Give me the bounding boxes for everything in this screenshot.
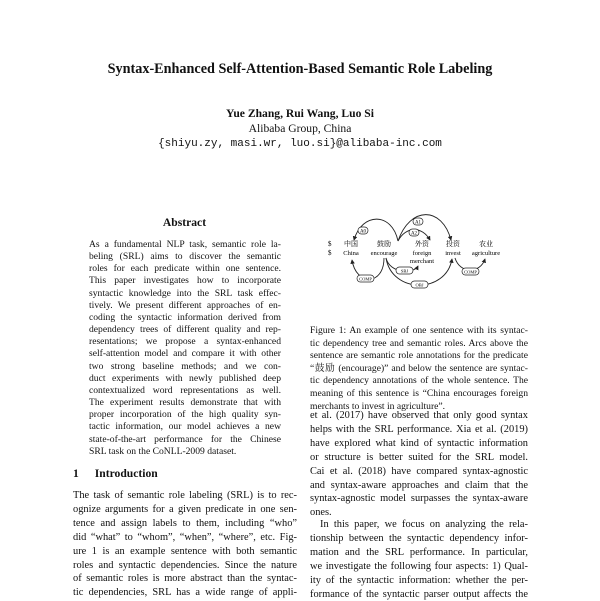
word-en: agriculture: [471, 250, 501, 257]
abstract-line: dependency trees of different quality and rep-: [89, 324, 281, 336]
abstract-line: roles for each predicate within one sentence.: [89, 263, 281, 275]
body-line: formance of the syntactic parser output affects the: [310, 588, 528, 600]
word-en-cont: merchant: [409, 258, 435, 265]
body-line: ity of the syntactic information: whether the per-: [310, 574, 528, 586]
abstract-line: coding the syntactic information derived from: [89, 311, 281, 323]
section-heading-introduction: [73, 467, 174, 480]
word-en: foreign: [412, 250, 432, 257]
abstract-line: This paper investigates how to incorporate: [89, 275, 281, 287]
caption-line: sentence are semantic role annotations for the predicate: [310, 350, 528, 362]
figure-1-diagram: [318, 208, 528, 308]
syntax-label: SBJ: [400, 268, 409, 274]
body-line: we investigate the following four aspects: 1) Qual-: [310, 560, 528, 572]
author-list: Yue Zhang, Rui Wang, Luo Si: [226, 107, 374, 120]
semantic-label: A1: [414, 220, 422, 226]
word-en: invest: [445, 250, 461, 257]
body-line: of semantic roles is more abstract than the syntac-: [73, 573, 297, 585]
semantic-arc: [398, 215, 451, 241]
body-line: have explored what kind of syntactic information: [310, 437, 528, 449]
sentence-marker: $: [328, 249, 332, 257]
abstract-line: resentations; we propose a syntax-enhanced: [89, 336, 281, 348]
body-line: or structure is better suited for the SRL model.: [310, 451, 528, 463]
abstract-line: SRL task on the CoNLL-2009 dataset.: [89, 445, 237, 457]
body-line: and syntax-aware approaches and claim that the: [310, 479, 528, 491]
body-line: ure 1 is an example sentence with both semantic: [73, 545, 297, 557]
section-title: Introduction: [94, 467, 158, 480]
body-line: The task of semantic role labeling (SRL) is to rec-: [73, 490, 297, 501]
abstract-line: duct experiments with newly published deep: [89, 372, 281, 384]
syntax-label: COMP: [464, 269, 477, 275]
body-line: Cai et al. (2018) have compared syntax-agnostic: [310, 465, 528, 477]
semantic-label: A2: [410, 231, 418, 237]
abstract-line: beling (SRL) aims to discover the semantic: [89, 251, 281, 263]
caption-line: “鼓励 (encourage)” and below the sentence are syntac-: [310, 362, 528, 374]
author-emails: {shiyu.zy, masi.wr, luo.si}@alibaba-inc.com: [158, 138, 442, 150]
word-en: encourage: [370, 250, 398, 257]
abstract-line: two strong baseline methods; and we con-: [89, 360, 281, 372]
abstract-line: contextualized word representations as well.: [89, 384, 281, 396]
semantic-label: A0: [359, 229, 367, 235]
section-number: 1: [73, 467, 79, 480]
word-zh: 鼓励: [377, 240, 391, 248]
body-line: tionship between the syntactic dependency infor-: [310, 532, 528, 544]
word-zh: 投资: [446, 240, 460, 248]
body-line: did “what” to “whom”, “when”, “where”, etc. Fig-: [73, 531, 297, 543]
body-line: tence and assign labels to them, including “who”: [73, 517, 297, 529]
abstract-line: tively. We present different approaches of en-: [89, 299, 281, 311]
abstract-line: self-attention model and compare it with other: [89, 348, 281, 360]
caption-line: Figure 1: An example of one sentence with its syntac-: [310, 325, 528, 336]
abstract-line: state-of-the-art performance for the Chinese: [89, 433, 281, 445]
affiliation: Alibaba Group, China: [248, 122, 352, 135]
caption-line: merchants to invest in agriculture”.: [310, 400, 446, 412]
abstract-line: tactic information, our model achieves a new: [89, 421, 281, 433]
word-zh: 中国: [344, 240, 358, 248]
sentence-marker: $: [328, 240, 332, 248]
word-zh: 农业: [479, 240, 493, 248]
body-line: syntax-agnostic model surpasses the syntax-aware: [310, 493, 528, 505]
abstract-line: syntactic knowledge into the SRL task effec-: [89, 287, 281, 299]
caption-line: tic dependency tree and semantic roles. Arcs above the: [310, 337, 528, 349]
body-line: In this paper, we focus on analyzing the rela-: [320, 519, 528, 530]
abstract-line: The experiment results demonstrate that with: [89, 397, 281, 409]
body-line: mation and the SRL performance. In particular,: [310, 546, 528, 558]
caption-line: tic dependency annotations of the whole sentence. The: [310, 375, 528, 387]
syntax-label: OBJ: [415, 282, 424, 288]
body-line: et al. (2017) have observed that only good syntax: [310, 410, 528, 421]
caption-line: meaning of this sentence is “China encourages foreign: [310, 387, 528, 399]
figure-1-caption: [310, 325, 528, 413]
syntax-label: COMP: [359, 276, 372, 282]
body-line: roles and syntactic dependencies. Since the nature: [73, 559, 297, 571]
abstract-body: [89, 239, 281, 458]
body-line: ones.: [310, 507, 332, 519]
word-en: China: [343, 250, 359, 257]
right-column-paragraph-2: [310, 518, 528, 601]
word-zh: 外资: [415, 240, 429, 248]
body-line: tic dependencies, SRL has a wide range of appli-: [73, 587, 297, 599]
introduction-body: [73, 489, 297, 600]
body-line: ognize arguments for a given predicate in one sen-: [73, 503, 297, 515]
paper-title: Syntax-Enhanced Self-Attention-Based Semantic Role Labeling: [107, 61, 493, 77]
abstract-line: As a fundamental NLP task, semantic role la-: [89, 239, 281, 250]
abstract-line: proper incorporation of the high quality syn-: [89, 409, 281, 421]
right-column-paragraph-1: [310, 409, 528, 520]
body-line: helps with the SRL performance. Xia et al. (2019): [310, 423, 528, 435]
abstract-heading: Abstract: [162, 216, 207, 229]
